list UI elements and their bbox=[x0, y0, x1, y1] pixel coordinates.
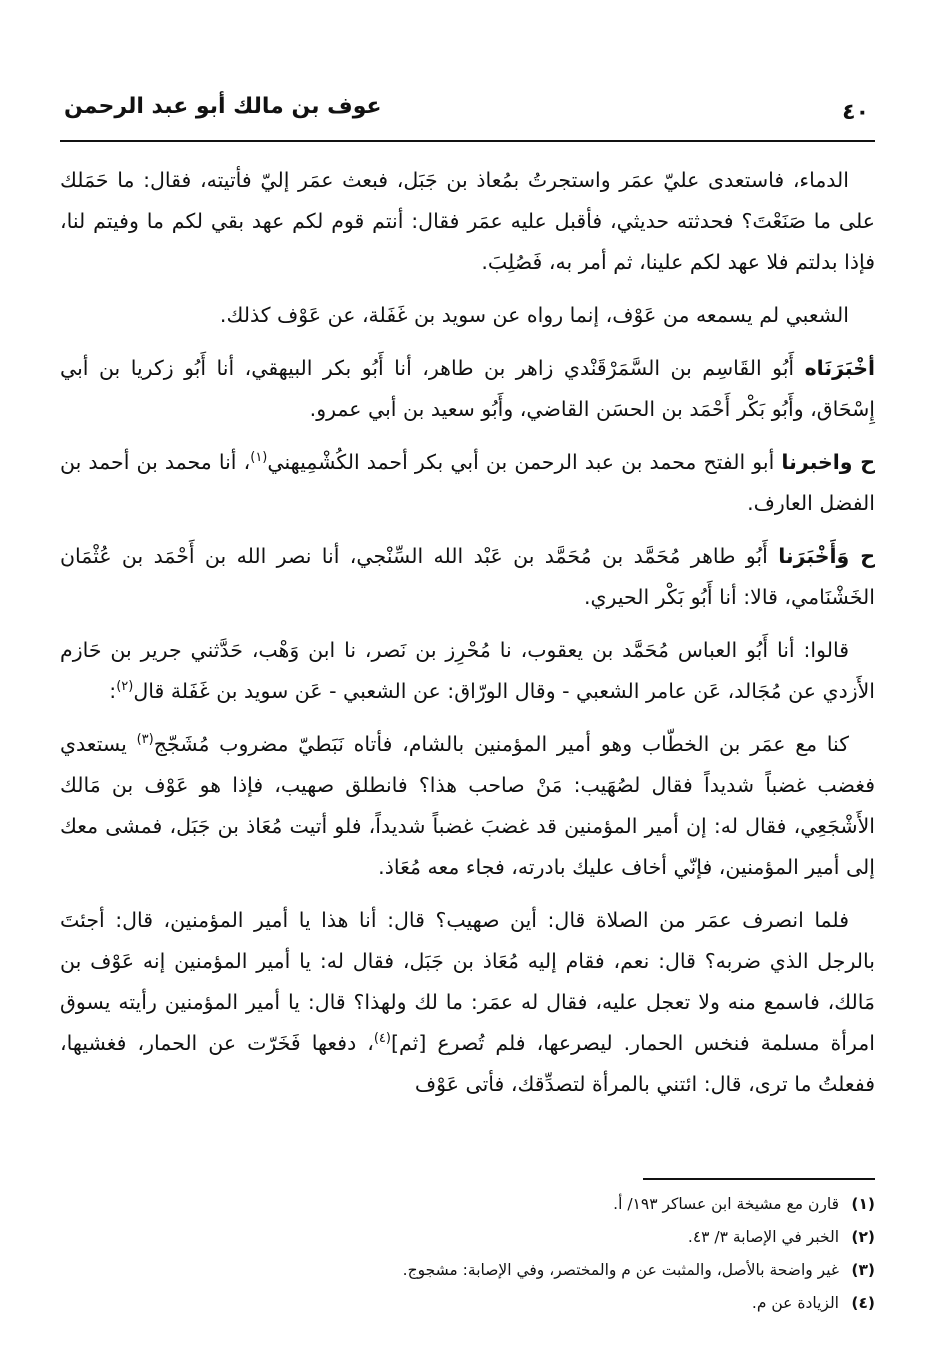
paragraph-1-text: الدماء، فاستعدى عليّ عمَر واستجرتُ بمُعاذ بن جَبَل، فبعث عمَر إليّ فأتيته، فقال: ما حَمَلك على ما صَنَعْتَ؟ فحدثته حديثي، فأقبل عليه عمَر فقال: أنتم قوم لكم عهد بقي لكم ما وفيتم لنا، فإذا بدلتم فلا عهد لكم علينا، ثم أمر به، فَصُلِبَ. bbox=[60, 168, 875, 274]
paragraph-6 bbox=[60, 630, 875, 712]
footnote-4-text: الزيادة عن م. bbox=[751, 1294, 839, 1312]
footnote-3-number: (٣) bbox=[851, 1261, 875, 1279]
paragraph-3 bbox=[60, 348, 875, 430]
book-page bbox=[60, 80, 875, 1310]
paragraph-6-text: قالوا: أنا أَبُو العباس مُحَمَّد بن يعقوب، نا مُحْرِز بن نَصر، نا ابن وَهْب، حَدَّثني جرير بن حَازم الأَزدي عن مُجَالد، عَن عامر الشعبي - وقال الورّاق: عن الشعبي - عَن سويد بن غَفَلة قال bbox=[60, 638, 875, 703]
footnote-3-text: غير واضحة بالأصل، والمثبت عن م والمختصر، وفي الإصابة: مشجوج. bbox=[402, 1261, 839, 1279]
footnotes bbox=[60, 1188, 875, 1320]
footnote-4-number: (٤) bbox=[851, 1294, 875, 1312]
paragraph-4 bbox=[60, 442, 875, 524]
paragraph-8-tail: ، دفعها فَخَرّت عن الحمار، فغشيها، ففعلتُ ما ترى، قال: ائتني بالمرأة لتصدِّقك، فأتى عَوْف bbox=[60, 1031, 875, 1096]
footnote-ref-1: (١) bbox=[250, 450, 268, 466]
paragraph-5-lead: ح وَأَخْبَرَنا bbox=[778, 544, 875, 568]
page-header bbox=[60, 80, 875, 142]
paragraph-7-tail: يستعدي فغضب غضباً شديداً فقال لصُهَيب: مَنْ صاحب هذا؟ فانطلق صهيب، فإذا هو عَوْف بن مَالك الأَشْجَعِي، فقال له: إن أمير المؤمنين قد غضبَ غضباً شديداً، فلو أتيت مُعَاذ بن جَبَل، فمشى معك إلى أمير المؤمنين، فإنّي أخاف عليك بادرته، فجاء معه مُعَاذ. bbox=[60, 732, 875, 879]
footnote-ref-4: (٤) bbox=[373, 1031, 391, 1047]
paragraph-4-lead: ح واخبرنا bbox=[781, 450, 875, 474]
footnote-1-number: (١) bbox=[851, 1195, 875, 1213]
footnote-divider bbox=[643, 1178, 875, 1180]
paragraph-7-text: كنا مع عمَر بن الخطّاب وهو أمير المؤمنين بالشام، فأتاه نَبَطيّ مضروب مُشَجّج bbox=[153, 732, 849, 756]
running-title: عوف بن مالك أبو عبد الرحمن bbox=[64, 94, 382, 119]
paragraph-5 bbox=[60, 536, 875, 618]
footnote-3 bbox=[60, 1254, 875, 1287]
footnote-2-text: الخبر في الإصابة ٣/ ٤٣. bbox=[687, 1228, 839, 1246]
footnote-ref-2: (٢) bbox=[116, 679, 134, 695]
paragraph-4-text: أبو الفتح محمد بن عبد الرحمن بن أبي بكر أحمد الكُشْمِيهني bbox=[267, 450, 782, 474]
paragraph-2 bbox=[60, 295, 875, 336]
paragraph-8 bbox=[60, 900, 875, 1105]
paragraph-8-text: فلما انصرف عمَر من الصلاة قال: أين صهيب؟ قال: أنا هذا يا أمير المؤمنين، قال: أجئتَ بالرجل الذي ضربه؟ قال: نعم، فقام إليه مُعَاذ بن جَبَل، فقال له: يا أمير المؤمنين إنه عَوْف بن مَالك، فاسمع منه ولا تعجل عليه، فقال له عمَر: ما لك ولهذا؟ قال: يا أمير المؤمنين رأيته يسوق امرأة مسلمة فنخس الحمار. ليصرعها، فلم تُصرع [ثم] bbox=[60, 908, 875, 1055]
paragraph-3-text: أَبُو القَاسِم بن السَّمَرْقَنْدي زاهر بن طاهر، أنا أَبُو بكر البيهقي، أنا أَبُو زكريا بن أبي إِسْحَاق، وأَبُو بَكْر أَحْمَد بن الحسَن القاضي، وأَبُو سعيد بن أبي عمرو. bbox=[60, 356, 875, 421]
footnote-4 bbox=[60, 1287, 875, 1320]
footnote-1-text: قارن مع مشيخة ابن عساكر ١٩٣/ أ. bbox=[613, 1195, 839, 1213]
paragraph-7 bbox=[60, 724, 875, 888]
paragraph-6-tail: : bbox=[109, 679, 117, 703]
page-number: ٤٠ bbox=[842, 100, 869, 125]
footnote-2-number: (٢) bbox=[851, 1228, 875, 1246]
footnote-1 bbox=[60, 1188, 875, 1221]
paragraph-4-tail: ، أنا محمد بن أحمد بن الفضل العارف. bbox=[60, 450, 875, 515]
body-text bbox=[60, 160, 875, 1117]
footnote-ref-3: (٣) bbox=[136, 732, 154, 748]
paragraph-2-text: الشعبي لم يسمعه من عَوْف، إنما رواه عن سويد بن غَفَلة، عن عَوْف كذلك. bbox=[219, 303, 849, 327]
paragraph-3-lead: أخْبَرَنَاه bbox=[804, 356, 875, 380]
paragraph-5-text: أَبُو طاهر مُحَمَّد بن مُحَمَّد بن عَبْد الله السِّنْجي، أنا نصر الله بن أَحْمَد بن عُثْمَان الخَشْنَامي، قالا: أنا أَبُو بَكْر الحيري. bbox=[60, 544, 875, 609]
paragraph-1 bbox=[60, 160, 875, 283]
footnote-2 bbox=[60, 1221, 875, 1254]
